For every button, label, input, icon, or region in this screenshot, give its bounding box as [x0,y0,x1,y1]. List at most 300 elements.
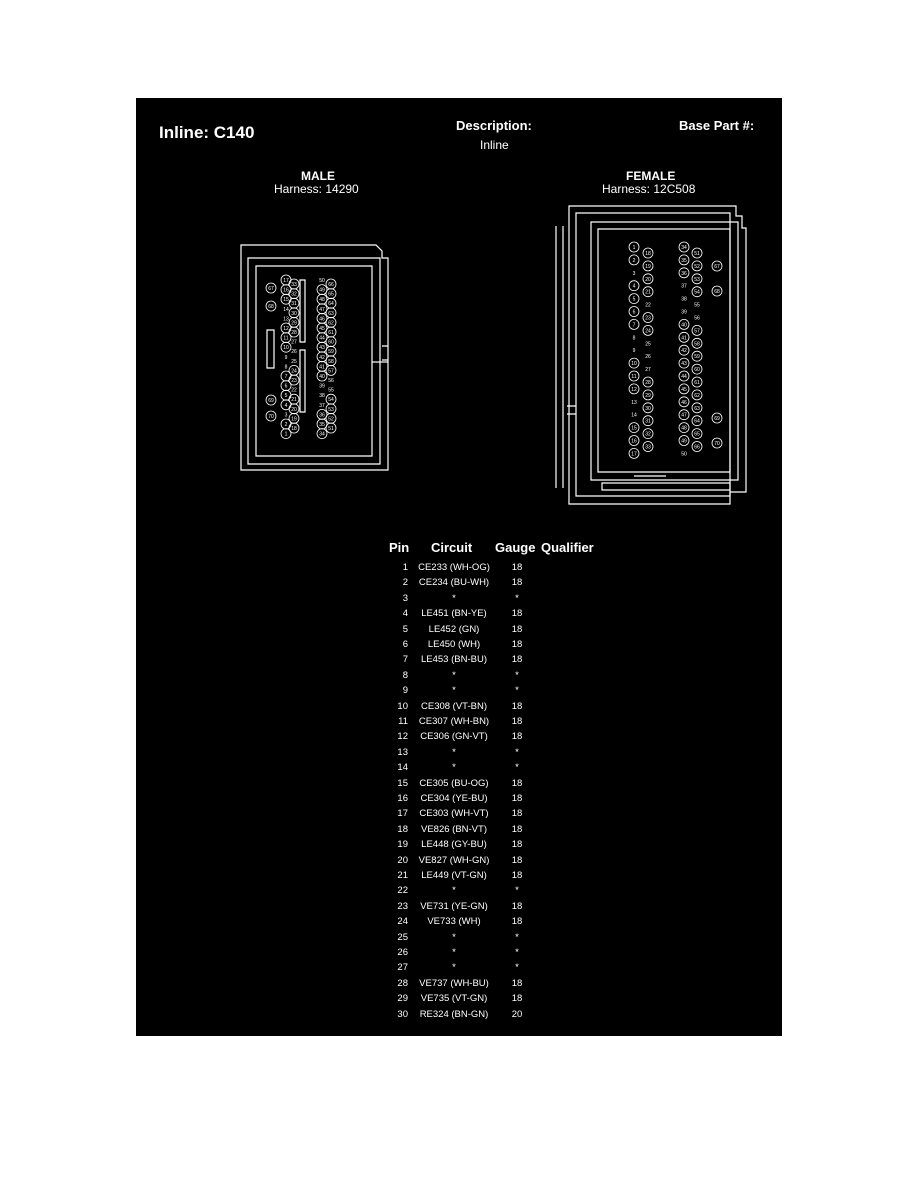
header-circuit: Circuit [431,540,473,555]
svg-text:6: 6 [284,383,288,390]
svg-text:17: 17 [631,451,637,458]
circuit-cell: * [452,592,456,604]
svg-text:15: 15 [631,425,637,432]
table-row [386,932,616,947]
gauge-cell: 18 [511,700,523,712]
svg-text:6: 6 [632,309,636,316]
svg-text:52: 52 [694,263,700,270]
circuit-cell: * [452,931,456,943]
table-row [386,916,616,931]
circuit-cell: LE452 (GN) [428,623,480,635]
pin-label [633,271,636,277]
svg-text:3: 3 [284,412,288,419]
circuit-cell: CE306 (GN-VT) [420,731,488,743]
svg-text:13: 13 [631,399,637,406]
circuit-cell: CE304 (YE-BU) [420,793,488,804]
pin-label [692,416,702,426]
pin-label [643,261,653,271]
svg-text:16: 16 [631,438,637,445]
pin-label [643,287,653,297]
pin-cell: 6 [402,639,408,650]
svg-text:36: 36 [319,412,325,419]
gauge-cell: * [515,931,519,943]
gauge-cell: 18 [511,823,523,835]
svg-text:19: 19 [645,263,651,270]
svg-text:36: 36 [681,270,687,277]
svg-text:20: 20 [291,406,297,413]
circuit-cell: CE305 (BU-OG) [419,777,489,789]
svg-text:39: 39 [319,383,325,390]
svg-text:8: 8 [632,335,636,342]
gauge-cell: 18 [511,623,523,635]
table-row [386,685,616,700]
svg-text:57: 57 [328,368,334,375]
table-row [386,808,616,823]
svg-text:30: 30 [291,310,297,317]
svg-text:34: 34 [681,245,687,251]
svg-text:27: 27 [645,367,651,374]
svg-text:50: 50 [319,278,325,284]
svg-text:21: 21 [645,289,651,296]
pin-label [681,451,687,457]
svg-text:37: 37 [319,402,325,409]
svg-text:14: 14 [283,306,289,313]
svg-text:10: 10 [631,361,637,368]
pin-label [629,358,639,368]
table-row [386,793,616,808]
pin-cell: 12 [397,731,408,743]
svg-text:43: 43 [319,345,325,352]
svg-text:37: 37 [681,283,687,290]
svg-text:26: 26 [291,349,297,356]
pin-label [643,248,653,258]
svg-text:60: 60 [694,367,700,374]
svg-text:41: 41 [319,364,325,371]
pin-label [643,403,653,413]
svg-text:49: 49 [681,438,687,445]
pin-label [629,294,639,304]
svg-text:18: 18 [645,251,651,257]
svg-text:15: 15 [283,297,289,304]
svg-text:53: 53 [328,406,334,413]
pin-label [643,442,653,452]
pin-cell: 5 [402,623,408,635]
svg-text:55: 55 [328,387,334,394]
svg-text:17: 17 [283,278,289,284]
gauge-cell: 18 [511,808,523,820]
pin-cell: 3 [402,592,408,604]
svg-text:1: 1 [632,245,636,251]
svg-text:68: 68 [714,289,720,295]
svg-text:66: 66 [328,282,334,288]
circuit-cell: VE827 (WH-GN) [418,854,490,866]
pin-label [679,371,689,381]
svg-text:8: 8 [284,364,288,371]
pin-label [712,261,722,271]
pin-cell: 15 [397,777,408,789]
pin-label [629,242,639,252]
pin-label [692,377,702,387]
svg-text:42: 42 [681,348,687,355]
pin-label [629,371,639,381]
table-row [386,747,616,762]
gauge-cell: 18 [511,562,523,573]
pin-cell: 14 [397,762,408,774]
gauge-cell: * [515,762,519,774]
svg-text:5: 5 [632,296,636,303]
svg-text:38: 38 [319,393,325,400]
pin-label [679,345,689,355]
svg-text:60: 60 [328,339,334,346]
pin-label [692,364,702,374]
svg-text:70: 70 [714,441,720,447]
svg-text:59: 59 [694,354,700,361]
svg-text:55: 55 [694,302,700,309]
svg-text:40: 40 [681,322,687,329]
circuit-cell: LE451 (BN-YE) [421,608,487,620]
svg-text:29: 29 [291,320,297,327]
svg-text:27: 27 [291,339,297,346]
svg-text:54: 54 [328,397,334,404]
pin-label [629,384,639,394]
svg-text:56: 56 [328,378,334,384]
svg-text:13: 13 [283,316,289,323]
pin-label [679,358,689,368]
pin-label [679,410,689,420]
gauge-cell: * [515,947,519,958]
pin-label [679,397,689,407]
pin-label [681,297,687,303]
table-row [386,993,616,1008]
circuit-cell: RE324 (BN-GN) [419,1008,489,1020]
svg-text:70: 70 [268,414,274,420]
pin-label [645,341,651,347]
gauge-cell: * [515,592,519,604]
table-row [386,885,616,900]
gauge-cell: 18 [511,793,523,804]
svg-text:31: 31 [291,301,297,308]
pin-label [692,390,702,400]
svg-text:53: 53 [694,276,700,283]
pin-label [712,413,722,423]
pin-label [679,436,689,446]
svg-text:61: 61 [328,330,334,336]
pin-cell: 29 [397,993,408,1005]
svg-text:24: 24 [291,368,297,375]
table-row [386,1009,616,1024]
pin-label [629,255,639,265]
male-harness: Harness: 14290 [274,182,359,196]
pin-label [631,400,637,406]
base-part-label: Base Part #: [679,118,755,133]
circuit-cell: LE449 (VT-GN) [421,870,487,881]
pin-cell: 16 [397,793,408,804]
table-row [386,870,616,885]
pin-cell: 27 [397,962,408,974]
circuit-cell: VE737 (WH-BU) [419,977,489,989]
pin-cell: 7 [402,654,408,666]
circuit-cell: LE450 (WH) [427,639,481,650]
svg-text:22: 22 [291,387,297,394]
pin-cell: 23 [397,900,408,912]
pin-label [679,268,689,278]
table-row [386,701,616,716]
circuit-cell: * [452,762,456,774]
svg-text:63: 63 [694,405,700,412]
table-row [386,624,616,639]
svg-text:41: 41 [681,335,687,342]
svg-text:52: 52 [328,416,334,423]
gauge-cell: * [515,685,519,697]
svg-text:44: 44 [319,335,325,342]
svg-text:42: 42 [319,354,325,361]
svg-text:18: 18 [291,426,297,432]
pin-label [643,429,653,439]
pin-label [629,448,639,458]
pin-label [643,274,653,284]
header-pin: Pin [389,540,410,555]
svg-text:11: 11 [631,374,637,380]
pin-cell: 17 [397,808,408,820]
connector-diagram-panel [136,98,782,1036]
svg-text:20: 20 [645,276,651,283]
table-row [386,762,616,777]
pin-label [629,319,639,329]
pin-cell: 21 [397,870,408,881]
gauge-cell: 18 [511,577,523,589]
pin-label [629,281,639,291]
svg-text:61: 61 [694,380,700,386]
pin-cell: 25 [397,931,408,943]
pin-label [631,413,637,419]
svg-text:23: 23 [291,378,297,384]
table-row [386,947,616,962]
pin-label [633,335,636,341]
pin-cell: 4 [402,608,408,620]
pin-cell: 8 [402,669,408,681]
circuit-cell: VE735 (VT-GN) [420,993,488,1005]
svg-text:24: 24 [645,328,651,335]
pin-label [692,287,702,297]
svg-text:65: 65 [328,291,334,298]
pin-label [679,332,689,342]
svg-text:58: 58 [328,358,334,365]
svg-text:4: 4 [284,402,288,409]
svg-text:33: 33 [291,282,297,288]
pin-label [643,313,653,323]
pin-label [692,274,702,284]
svg-text:29: 29 [645,392,651,399]
pin-label [692,442,702,452]
svg-text:46: 46 [319,316,325,323]
svg-text:62: 62 [328,320,334,327]
pin-label [645,367,651,373]
gauge-cell: 20 [511,1008,523,1020]
svg-text:47: 47 [681,412,687,419]
pin-cell: 20 [397,854,408,866]
pin-label [633,348,636,354]
svg-text:56: 56 [694,315,700,322]
svg-text:67: 67 [714,264,720,270]
table-row [386,577,616,592]
circuit-cell: CE307 (WH-BN) [418,716,490,727]
header-gauge: Gauge [495,540,536,555]
pin-label [681,284,687,290]
pin-label [643,377,653,387]
svg-text:43: 43 [681,361,687,368]
pin-label [643,416,653,426]
gauge-cell: 18 [511,777,523,789]
gauge-cell: 18 [511,870,523,881]
pin-label [694,316,700,322]
pin-cell: 26 [397,947,408,958]
svg-text:7: 7 [632,322,636,329]
gauge-cell: * [515,885,519,897]
gauge-cell: 18 [511,839,523,851]
gauge-cell: 18 [511,993,523,1005]
svg-text:40: 40 [319,374,325,380]
pin-cell: 28 [397,977,408,989]
table-row [386,608,616,623]
pin-cell: 24 [397,916,408,928]
svg-text:38: 38 [681,296,687,303]
svg-text:23: 23 [645,315,651,322]
gauge-cell: 18 [511,916,523,928]
circuit-cell: * [452,885,456,897]
pin-label [712,438,722,448]
circuit-cell: CE303 (WH-VT) [419,808,489,820]
svg-text:30: 30 [645,405,651,412]
svg-text:49: 49 [319,287,325,294]
svg-text:57: 57 [694,328,700,335]
pin-cell: 10 [397,700,408,712]
svg-text:4: 4 [632,283,636,290]
table-row [386,716,616,731]
table-row [386,731,616,746]
circuit-cell: VE826 (BN-VT) [421,823,487,835]
table-row [386,824,616,839]
circuit-cell: VE733 (WH) [427,916,481,928]
circuit-cell: * [452,685,456,697]
table-row [386,778,616,793]
pin-label [692,261,702,271]
svg-text:45: 45 [681,386,687,393]
svg-text:65: 65 [694,431,700,438]
svg-text:32: 32 [291,291,297,298]
svg-text:21: 21 [291,397,297,404]
svg-text:58: 58 [694,341,700,348]
gauge-cell: 18 [511,716,523,727]
circuit-cell: CE233 (WH-OG) [418,562,490,573]
svg-text:25: 25 [291,358,297,365]
circuit-cell: LE453 (BN-BU) [421,654,487,666]
svg-text:54: 54 [694,289,700,296]
svg-text:2: 2 [284,422,288,428]
svg-text:7: 7 [284,374,288,380]
table-row [386,639,616,654]
pin-label [712,286,722,296]
female-harness: Harness: 12C508 [602,182,696,196]
svg-text:26: 26 [645,354,651,361]
pin-cell: 19 [397,839,408,851]
circuit-cell: * [452,962,456,974]
pin-label [681,310,687,316]
gauge-cell: 18 [511,608,523,620]
gauge-cell: 18 [511,731,523,743]
gauge-cell: * [515,669,519,681]
pin-label [629,423,639,433]
svg-text:28: 28 [645,380,651,386]
table-row [386,670,616,685]
svg-text:12: 12 [631,386,637,393]
svg-text:51: 51 [694,251,700,257]
circuit-cell: CE308 (VT-BN) [421,700,487,712]
pin-cell: 30 [397,1008,408,1020]
svg-text:14: 14 [631,412,637,419]
svg-text:68: 68 [268,304,274,310]
svg-text:67: 67 [268,286,274,292]
pin-label [629,436,639,446]
svg-text:5: 5 [284,393,288,400]
description-value: Inline [480,138,509,152]
pin-label [645,303,651,309]
gauge-cell: 18 [511,854,523,866]
svg-text:48: 48 [319,297,325,304]
pin-label [692,403,702,413]
pin-cell: 22 [397,885,408,897]
pin-cell: 18 [397,823,408,835]
pin-cell: 2 [402,577,408,589]
svg-text:59: 59 [328,349,334,356]
pin-label [692,338,702,348]
svg-text:69: 69 [714,416,720,422]
svg-text:51: 51 [328,426,334,432]
svg-text:2: 2 [632,257,636,264]
gauge-cell: 18 [511,654,523,666]
pin-label [692,248,702,258]
svg-text:1: 1 [284,431,288,438]
svg-text:22: 22 [645,302,651,309]
gauge-cell: * [515,962,519,974]
svg-text:47: 47 [319,306,325,313]
table-row [386,654,616,669]
pin-label [645,354,651,360]
svg-text:16: 16 [283,287,289,294]
svg-text:45: 45 [319,326,325,332]
circuit-cell: LE448 (GY-BU) [421,839,487,851]
svg-text:19: 19 [291,416,297,423]
pin-label [643,325,653,335]
svg-text:66: 66 [694,444,700,451]
gauge-cell: 18 [511,900,523,912]
svg-text:35: 35 [319,422,325,428]
svg-text:3: 3 [632,270,636,277]
table-row [386,978,616,993]
pin-label [629,307,639,317]
table-row [386,562,616,577]
svg-text:64: 64 [694,418,700,425]
female-label: FEMALE [626,169,676,183]
pin-label [692,351,702,361]
svg-text:34: 34 [319,431,325,438]
svg-text:50: 50 [681,451,687,458]
svg-text:12: 12 [283,326,289,332]
table-row [386,855,616,870]
svg-text:31: 31 [645,418,651,425]
svg-text:28: 28 [291,330,297,336]
svg-text:33: 33 [645,444,651,451]
svg-text:32: 32 [645,431,651,438]
